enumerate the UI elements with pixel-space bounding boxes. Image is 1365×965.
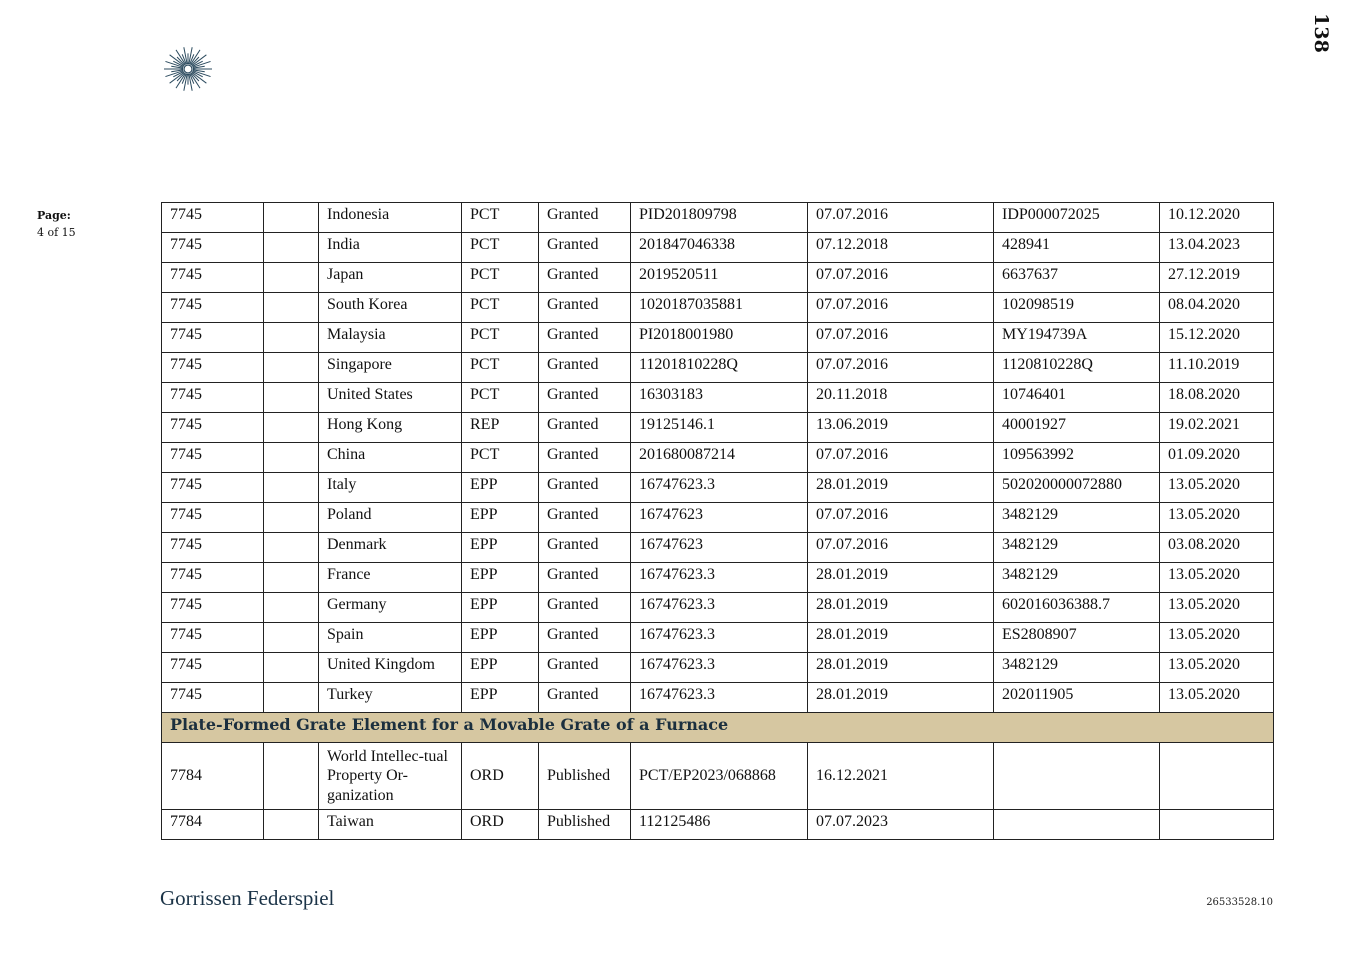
cell-type: EPP	[462, 533, 539, 563]
cell-ref: 7784	[162, 810, 264, 840]
cell-ref: 7745	[162, 473, 264, 503]
cell-pat-no: 502020000072880	[994, 473, 1160, 503]
cell-status: Granted	[539, 353, 631, 383]
cell-app-no: 19125146.1	[631, 413, 808, 443]
cell-ref: 7745	[162, 263, 264, 293]
cell-app-no: 16747623.3	[631, 683, 808, 713]
cell-blank	[264, 293, 319, 323]
cell-grant-date: 11.10.2019	[1160, 353, 1274, 383]
cell-pat-no: 6637637	[994, 263, 1160, 293]
cell-status: Granted	[539, 593, 631, 623]
cell-app-no: 16747623	[631, 503, 808, 533]
footer-brand: Gorrissen Federspiel	[160, 886, 335, 910]
cell-country: South Korea	[319, 293, 462, 323]
cell-pat-no: 10746401	[994, 383, 1160, 413]
cell-pat-no	[994, 810, 1160, 840]
cell-type: EPP	[462, 593, 539, 623]
cell-blank	[264, 203, 319, 233]
cell-app-no: 16747623	[631, 533, 808, 563]
cell-app-date: 28.01.2019	[808, 683, 994, 713]
cell-status: Granted	[539, 563, 631, 593]
table-row	[162, 810, 1274, 840]
cell-app-date: 20.11.2018	[808, 383, 994, 413]
cell-app-no: 16747623.3	[631, 563, 808, 593]
cell-country: Indonesia	[319, 203, 462, 233]
cell-app-no: 201680087214	[631, 443, 808, 473]
cell-country: Spain	[319, 623, 462, 653]
cell-app-date: 28.01.2019	[808, 653, 994, 683]
cell-pat-no: 109563992	[994, 443, 1160, 473]
cell-pat-no: 3482129	[994, 653, 1160, 683]
cell-pat-no: 3482129	[994, 533, 1160, 563]
cell-app-date: 28.01.2019	[808, 623, 994, 653]
cell-ref: 7745	[162, 533, 264, 563]
cell-type: PCT	[462, 383, 539, 413]
table-row	[162, 293, 1274, 323]
sunburst-logo-icon	[160, 44, 216, 94]
cell-ref: 7745	[162, 383, 264, 413]
cell-pat-no: 102098519	[994, 293, 1160, 323]
cell-status: Granted	[539, 263, 631, 293]
cell-ref: 7745	[162, 293, 264, 323]
cell-type: PCT	[462, 353, 539, 383]
table-row	[162, 323, 1274, 353]
cell-grant-date: 13.05.2020	[1160, 593, 1274, 623]
cell-type: ORD	[462, 743, 539, 810]
cell-app-no: PCT/EP2023/068868	[631, 743, 808, 810]
table-row	[162, 473, 1274, 503]
cell-blank	[264, 653, 319, 683]
cell-country: Singapore	[319, 353, 462, 383]
cell-type: EPP	[462, 563, 539, 593]
cell-app-no: PID201809798	[631, 203, 808, 233]
cell-ref: 7745	[162, 413, 264, 443]
cell-type: PCT	[462, 293, 539, 323]
cell-country: Japan	[319, 263, 462, 293]
cell-blank	[264, 473, 319, 503]
cell-pat-no: 1120810228Q	[994, 353, 1160, 383]
cell-type: REP	[462, 413, 539, 443]
cell-blank	[264, 263, 319, 293]
table-row	[162, 233, 1274, 263]
cell-type: PCT	[462, 443, 539, 473]
cell-grant-date: 15.12.2020	[1160, 323, 1274, 353]
cell-ref: 7745	[162, 593, 264, 623]
cell-status: Granted	[539, 293, 631, 323]
cell-ref: 7745	[162, 503, 264, 533]
cell-pat-no: 40001927	[994, 413, 1160, 443]
cell-type: EPP	[462, 683, 539, 713]
cell-country: Germany	[319, 593, 462, 623]
cell-app-date: 07.07.2016	[808, 203, 994, 233]
cell-grant-date: 03.08.2020	[1160, 533, 1274, 563]
page-label: Page:	[37, 209, 71, 222]
cell-status: Granted	[539, 323, 631, 353]
cell-grant-date: 13.05.2020	[1160, 623, 1274, 653]
cell-grant-date: 18.08.2020	[1160, 383, 1274, 413]
cell-app-date: 07.07.2016	[808, 533, 994, 563]
page-value: 4 of 15	[37, 226, 76, 239]
cell-blank	[264, 323, 319, 353]
cell-status: Granted	[539, 443, 631, 473]
cell-country: India	[319, 233, 462, 263]
table-row	[162, 353, 1274, 383]
cell-grant-date: 13.05.2020	[1160, 473, 1274, 503]
cell-country: Poland	[319, 503, 462, 533]
cell-app-no: PI2018001980	[631, 323, 808, 353]
section-header-row	[162, 713, 1274, 743]
cell-grant-date: 01.09.2020	[1160, 443, 1274, 473]
cell-pat-no: 3482129	[994, 503, 1160, 533]
cell-country: Taiwan	[319, 810, 462, 840]
cell-blank	[264, 683, 319, 713]
cell-grant-date: 13.05.2020	[1160, 653, 1274, 683]
cell-ref: 7745	[162, 323, 264, 353]
cell-pat-no: 3482129	[994, 563, 1160, 593]
cell-grant-date: 27.12.2019	[1160, 263, 1274, 293]
cell-app-date: 07.07.2016	[808, 263, 994, 293]
cell-status: Granted	[539, 653, 631, 683]
cell-blank	[264, 810, 319, 840]
cell-app-no: 16747623.3	[631, 653, 808, 683]
cell-ref: 7745	[162, 233, 264, 263]
cell-status: Granted	[539, 503, 631, 533]
cell-grant-date: 19.02.2021	[1160, 413, 1274, 443]
cell-app-no: 1020187035881	[631, 293, 808, 323]
table-row	[162, 623, 1274, 653]
cell-ref: 7745	[162, 563, 264, 593]
cell-type: PCT	[462, 323, 539, 353]
cell-app-date: 28.01.2019	[808, 593, 994, 623]
cell-app-date: 07.07.2016	[808, 503, 994, 533]
cell-ref: 7745	[162, 353, 264, 383]
cell-type: ORD	[462, 810, 539, 840]
cell-app-no: 16303183	[631, 383, 808, 413]
cell-grant-date: 13.04.2023	[1160, 233, 1274, 263]
table-row	[162, 263, 1274, 293]
cell-type: EPP	[462, 473, 539, 503]
table-row	[162, 503, 1274, 533]
cell-status: Published	[539, 743, 631, 810]
table-row	[162, 743, 1274, 810]
cell-grant-date	[1160, 810, 1274, 840]
table-row	[162, 683, 1274, 713]
cell-ref: 7745	[162, 203, 264, 233]
cell-app-no: 11201810228Q	[631, 353, 808, 383]
page-indicator	[37, 207, 76, 241]
cell-pat-no: 602016036388.7	[994, 593, 1160, 623]
table-row	[162, 413, 1274, 443]
cell-app-no: 16747623.3	[631, 623, 808, 653]
table-row	[162, 533, 1274, 563]
cell-app-no: 16747623.3	[631, 593, 808, 623]
page-number: 138	[1310, 13, 1332, 53]
cell-app-date: 16.12.2021	[808, 743, 994, 810]
cell-status: Granted	[539, 413, 631, 443]
cell-type: PCT	[462, 203, 539, 233]
cell-status: Granted	[539, 233, 631, 263]
cell-type: PCT	[462, 263, 539, 293]
cell-blank	[264, 623, 319, 653]
cell-grant-date	[1160, 743, 1274, 810]
cell-pat-no: 428941	[994, 233, 1160, 263]
cell-status: Granted	[539, 203, 631, 233]
cell-country: France	[319, 563, 462, 593]
cell-grant-date: 08.04.2020	[1160, 293, 1274, 323]
cell-blank	[264, 593, 319, 623]
cell-ref: 7784	[162, 743, 264, 810]
cell-app-no: 2019520511	[631, 263, 808, 293]
cell-blank	[264, 353, 319, 383]
table-row	[162, 383, 1274, 413]
cell-app-date: 07.07.2016	[808, 353, 994, 383]
table-row	[162, 203, 1274, 233]
cell-pat-no	[994, 743, 1160, 810]
cell-blank	[264, 533, 319, 563]
cell-type: EPP	[462, 653, 539, 683]
cell-app-no: 201847046338	[631, 233, 808, 263]
cell-blank	[264, 743, 319, 810]
cell-blank	[264, 503, 319, 533]
cell-app-date: 07.07.2016	[808, 293, 994, 323]
cell-country: China	[319, 443, 462, 473]
cell-app-date: 07.07.2016	[808, 323, 994, 353]
cell-grant-date: 13.05.2020	[1160, 503, 1274, 533]
cell-type: EPP	[462, 623, 539, 653]
table-row	[162, 443, 1274, 473]
cell-grant-date: 13.05.2020	[1160, 683, 1274, 713]
cell-country: Denmark	[319, 533, 462, 563]
cell-ref: 7745	[162, 653, 264, 683]
cell-status: Granted	[539, 533, 631, 563]
cell-type: PCT	[462, 233, 539, 263]
table-row	[162, 653, 1274, 683]
cell-status: Published	[539, 810, 631, 840]
table-row	[162, 563, 1274, 593]
cell-ref: 7745	[162, 683, 264, 713]
cell-pat-no: 202011905	[994, 683, 1160, 713]
cell-app-no: 112125486	[631, 810, 808, 840]
cell-pat-no: IDP000072025	[994, 203, 1160, 233]
cell-grant-date: 10.12.2020	[1160, 203, 1274, 233]
cell-status: Granted	[539, 473, 631, 503]
document-id: 26533528.10	[1206, 897, 1273, 908]
cell-app-date: 07.07.2023	[808, 810, 994, 840]
cell-status: Granted	[539, 383, 631, 413]
cell-country: Malaysia	[319, 323, 462, 353]
cell-type: EPP	[462, 503, 539, 533]
cell-app-date: 07.07.2016	[808, 443, 994, 473]
cell-ref: 7745	[162, 623, 264, 653]
cell-app-date: 13.06.2019	[808, 413, 994, 443]
cell-country: Hong Kong	[319, 413, 462, 443]
cell-pat-no: ES2808907	[994, 623, 1160, 653]
cell-blank	[264, 413, 319, 443]
cell-pat-no: MY194739A	[994, 323, 1160, 353]
patent-table	[161, 202, 1274, 840]
cell-status: Granted	[539, 683, 631, 713]
cell-blank	[264, 443, 319, 473]
cell-blank	[264, 233, 319, 263]
table-row	[162, 593, 1274, 623]
cell-app-date: 28.01.2019	[808, 473, 994, 503]
cell-status: Granted	[539, 623, 631, 653]
cell-country: Italy	[319, 473, 462, 503]
cell-app-date: 28.01.2019	[808, 563, 994, 593]
cell-country: United Kingdom	[319, 653, 462, 683]
cell-blank	[264, 383, 319, 413]
cell-app-no: 16747623.3	[631, 473, 808, 503]
cell-grant-date: 13.05.2020	[1160, 563, 1274, 593]
cell-blank	[264, 563, 319, 593]
cell-app-date: 07.12.2018	[808, 233, 994, 263]
cell-country: United States	[319, 383, 462, 413]
cell-country: World Intellec-tual Property Or-ganization	[319, 743, 462, 810]
section-title: Plate-Formed Grate Element for a Movable Grate of a Furnace	[162, 713, 1274, 743]
cell-country: Turkey	[319, 683, 462, 713]
cell-ref: 7745	[162, 443, 264, 473]
